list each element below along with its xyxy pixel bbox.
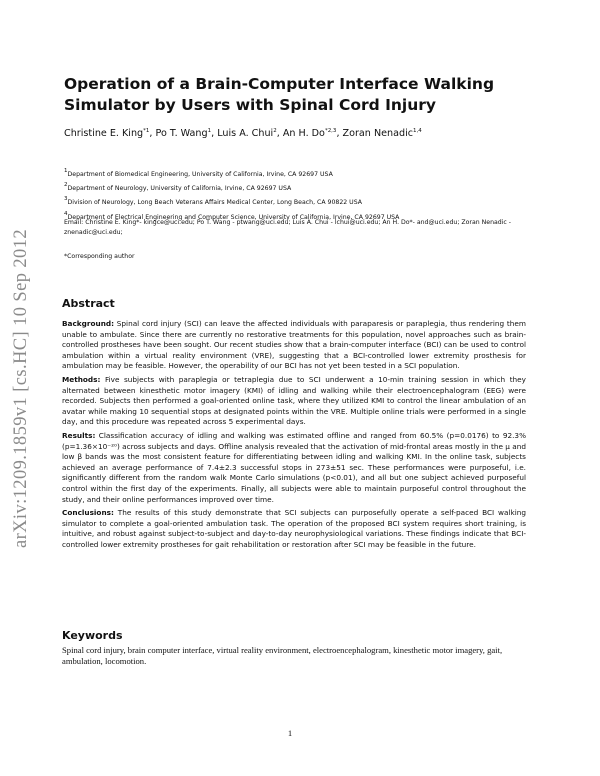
author-name: An H. Do xyxy=(282,128,325,139)
corresponding-author-note: *Corresponding author xyxy=(64,253,135,260)
author-list: Christine E. King$^{*1}$, Po T. Wang$^1$, Luis A. Chui$^2$, An H. Do$^{*2,3}$, Zoran Nenadic$^{1,4}$ xyxy=(64,128,422,139)
background-label: Background: xyxy=(62,319,115,328)
affiliation-number: 1 xyxy=(64,168,68,174)
author-mark: 1 xyxy=(207,128,212,134)
abstract-body xyxy=(62,319,526,553)
results-label: Results: xyxy=(62,430,96,440)
author-name: Po T. Wang xyxy=(155,128,208,139)
affiliation-number: 4 xyxy=(64,210,68,217)
affiliation-number: 3 xyxy=(64,196,68,203)
author-name: Luis A. Chui xyxy=(217,128,274,139)
author-emails: Email: Christine E. King*- kingce@uci.edu; Po T. Wang - ptwang@uci.edu; Luis A. Chui - lchui@uci.edu; An H. Do*- and@uci.edu; Zoran Nenadic - znenadic@uci.edu; xyxy=(64,219,512,237)
keywords-text: Spinal cord injury, brain computer interface, virtual reality environment, electroencephalogram, kinesthetic motor imagery, gait, ambulation, locomotion. xyxy=(62,645,503,666)
affiliation-text: Department of Neurology, University of California, Irvine, CA 92697 USA xyxy=(67,185,292,193)
author-mark: *1 xyxy=(143,128,150,134)
affiliation-text: Department of Biomedical Engineering, University of California, Irvine, CA 92697 USA xyxy=(67,171,333,178)
affiliation-text: Department of Electrical Engineering and Computer Science, University of California, Irvine, CA 92697 USA xyxy=(67,213,400,221)
arxiv-identifier: arXiv:1209.1859v1 [cs.HC] 10 Sep 2012 xyxy=(11,229,31,548)
methods-text: Five subjects with paraplegia or tetraplegia due to SCI underwent a 10-min training session in which they alternated between kinesthetic motor imagery (KMI) of idling and walking while their electroencephalogram (EEG) were recorded. Subjects then performed a goal-oriented online task, where they utilized KMI to control the linear ambulation of an avatar while making 10 sequential stops at designated points within the VRE. Multiple online trials were performed in a single day, and this procedure was repeated across 5 experimental days. xyxy=(62,374,526,427)
author-name: Christine E. King xyxy=(64,128,144,139)
affiliation xyxy=(64,180,544,194)
author-name: Zoran Nenadic xyxy=(342,128,414,139)
paper-title: Operation of a Brain-Computer Interface Walking Simulator by Users with Spinal Cord Injury xyxy=(64,75,495,114)
affiliation xyxy=(64,166,544,180)
abstract-heading: Abstract xyxy=(62,297,115,310)
abstract-conclusions xyxy=(62,508,526,550)
results-text: Classification accuracy of idling and walking was estimated offline and ranged from 60.5% (p=0.0176) to 92.3% (p=1.36×10⁻²⁰) across subjects and days. Offline analysis revealed that the activation of mid-frontal areas mostly in the μ and low β bands was the most consistent feature for differentiating between idling and walking KMI. In the online task, subjects achieved an average performance of 7.4±2.3 successful stops in 273±51 sec. These performances were purposeful, i.e. significantly different from the random walk Monte Carlo simulations (p<0.01), and all but one subject achieved purposeful control within the first day of the experiments. Finally, all subjects were able to maintain purposeful control throughout the study, and their online performances improved over time. xyxy=(62,430,526,504)
author-mark: 1,4 xyxy=(413,128,422,134)
keywords-heading: Keywords xyxy=(62,629,123,642)
conclusions-text: The results of this study demonstrate that SCI subjects can purposefully operate a self-paced BCI walking simulator to complete a goal-oriented ambulation task. The operation of the proposed BCI system requires short training, is intuitive, and robust against subject-to-subject and day-to-day neurophysiological variations. These findings indicate that BCI-controlled lower extremity prostheses for gait rehabilitation or restoration after SCI may be feasible in the future. xyxy=(62,508,526,549)
conclusions-label: Conclusions: xyxy=(62,508,114,518)
affiliation xyxy=(64,194,544,208)
background-text: Spinal cord injury (SCI) can leave the affected individuals with paraparesis or paraplegia, thus rendering them unable to ambulate. Since there are currently no restorative treatments for this population, novel approaches such as brain-controlled prostheses have been sought. Our recent studies show that a brain-computer interface (BCI) can be used to control ambulation within a virtual reality environment (VRE), suggesting that a BCI-controlled lower extremity prosthesis for ambulation may be feasible. However, the operability of our BCI has not yet been tested in a SCI population. xyxy=(62,319,526,371)
affiliation-list xyxy=(64,166,544,223)
page-number: 1 xyxy=(287,728,293,738)
affiliation-number: 2 xyxy=(64,182,68,189)
abstract-background xyxy=(62,319,526,372)
abstract-methods xyxy=(62,375,526,428)
author-mark: 2 xyxy=(273,128,277,134)
abstract-results xyxy=(62,431,526,505)
affiliation-text: Division of Neurology, Long Beach Veterans Affairs Medical Center, Long Beach, CA 90822 USA xyxy=(67,199,362,207)
author-mark: *2,3 xyxy=(324,128,337,134)
methods-label: Methods: xyxy=(62,374,101,384)
